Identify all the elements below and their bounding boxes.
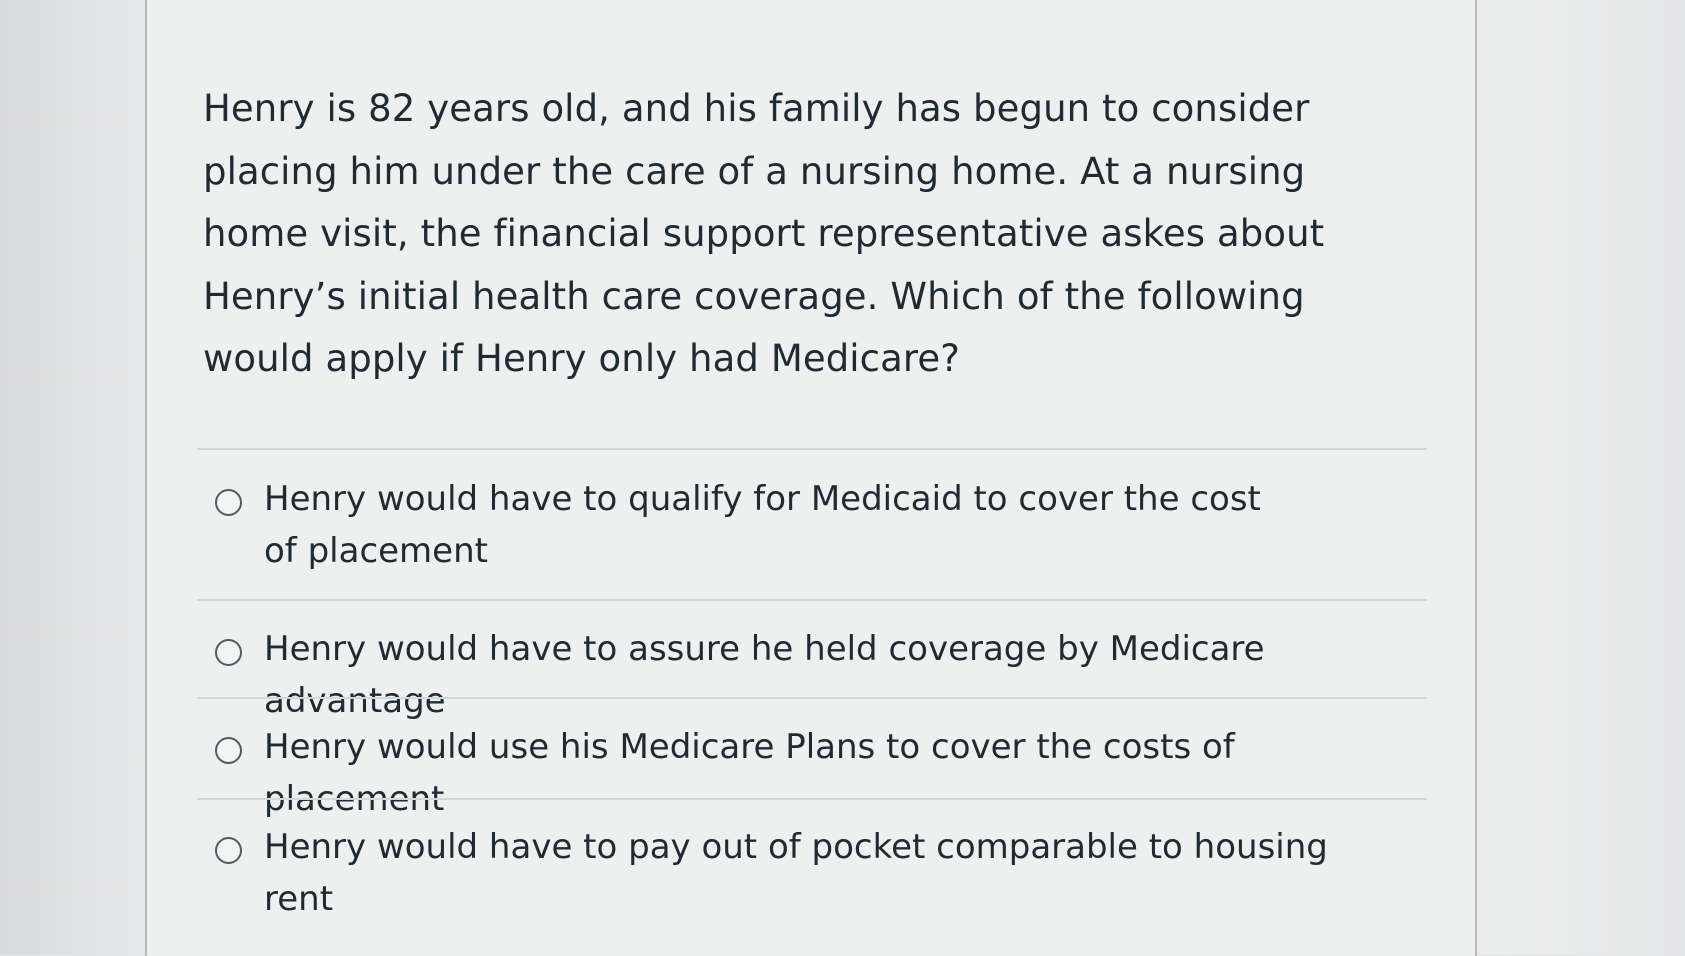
radio-button-unchecked-icon[interactable] bbox=[215, 737, 242, 764]
radio-button-unchecked-icon[interactable] bbox=[215, 837, 242, 864]
answer-options bbox=[197, 448, 1427, 919]
answer-label-3[interactable]: Henry would use his Medicare Plans to cover the costs of placement bbox=[264, 727, 1235, 819]
answer-label-1[interactable]: Henry would have to qualify for Medicaid to cover the cost of placement bbox=[264, 479, 1261, 571]
radio-button-unchecked-icon[interactable] bbox=[215, 489, 242, 516]
radio-button-unchecked-icon[interactable] bbox=[215, 639, 242, 666]
answer-label-2[interactable]: Henry would have to assure he held coverage by Medicare advantage bbox=[264, 629, 1265, 721]
answer-option-1[interactable] bbox=[197, 448, 1427, 599]
answer-option-3[interactable] bbox=[197, 697, 1427, 819]
answer-option-2[interactable] bbox=[197, 599, 1427, 721]
answer-label-4[interactable]: Henry would have to pay out of pocket comparable to housing rent bbox=[264, 827, 1328, 919]
quiz-question-card bbox=[145, 0, 1477, 956]
question-text: Henry is 82 years old, and his family has begun to consider placing him under the care of a nursing home. At a nursing home visit, the financial support representative askes about Henry’s initial health care coverage. Which of the following would apply if Henry only had Medicare? bbox=[203, 87, 1325, 380]
answer-option-4[interactable] bbox=[197, 798, 1427, 919]
